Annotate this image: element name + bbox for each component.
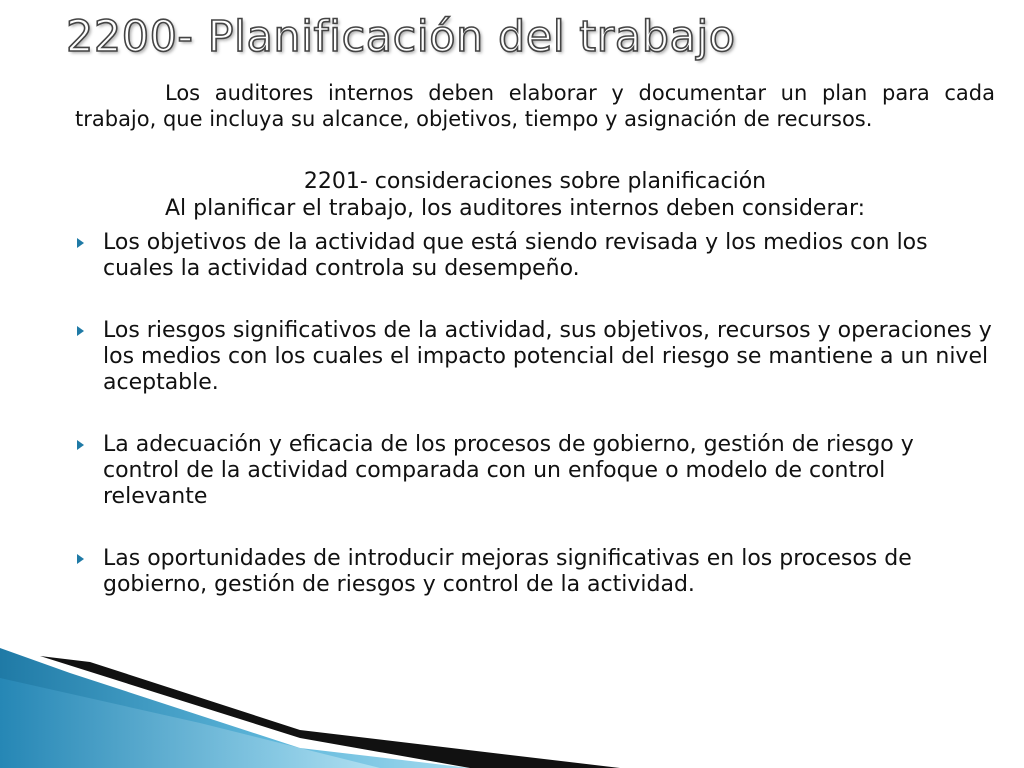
- bullet-item: [75, 318, 995, 396]
- bullet-list: [75, 230, 995, 598]
- section-subheading: 2201- consideraciones sobre planificación: [303, 169, 767, 194]
- intro-paragraph: Los auditores internos deben elaborar y documentar un plan para cada trabajo, que incluya su alcance, objetivos, tiempo y asignación de recursos.: [75, 81, 995, 131]
- triangle-bullet-icon: [77, 326, 84, 336]
- bullet-item: [75, 546, 995, 598]
- bullet-item: [75, 230, 995, 282]
- triangle-bullet-icon: [77, 440, 84, 450]
- triangle-bullet-icon: [77, 554, 84, 564]
- slide-title: 2200- Planificación del trabajo: [66, 12, 736, 62]
- bullet-item: [75, 432, 995, 510]
- consider-paragraph: Al planificar el trabajo, los auditores internos deben considerar:: [165, 196, 866, 221]
- bullet-text: Las oportunidades de introducir mejoras significativas en los procesos de gobierno, gestión de riesgos y control de la actividad.: [103, 546, 912, 597]
- bullet-text: Los objetivos de la actividad que está siendo revisada y los medios con los cuales la actividad controla su desempeño.: [103, 230, 928, 281]
- light-blue-wave-shape: [0, 678, 380, 768]
- bullet-text: La adecuación y eficacia de los procesos de gobierno, gestión de riesgo y control de la actividad comparada con un enfoque o modelo de control relevante: [103, 432, 914, 509]
- triangle-bullet-icon: [77, 238, 84, 248]
- corner-decoration: [0, 638, 620, 768]
- bullet-text: Los riesgos significativos de la actividad, sus objetivos, recursos y operaciones y los medios con los cuales el impacto potencial del riesgo se mantiene a un nivel aceptable.: [103, 318, 992, 395]
- slide-body: [75, 80, 995, 634]
